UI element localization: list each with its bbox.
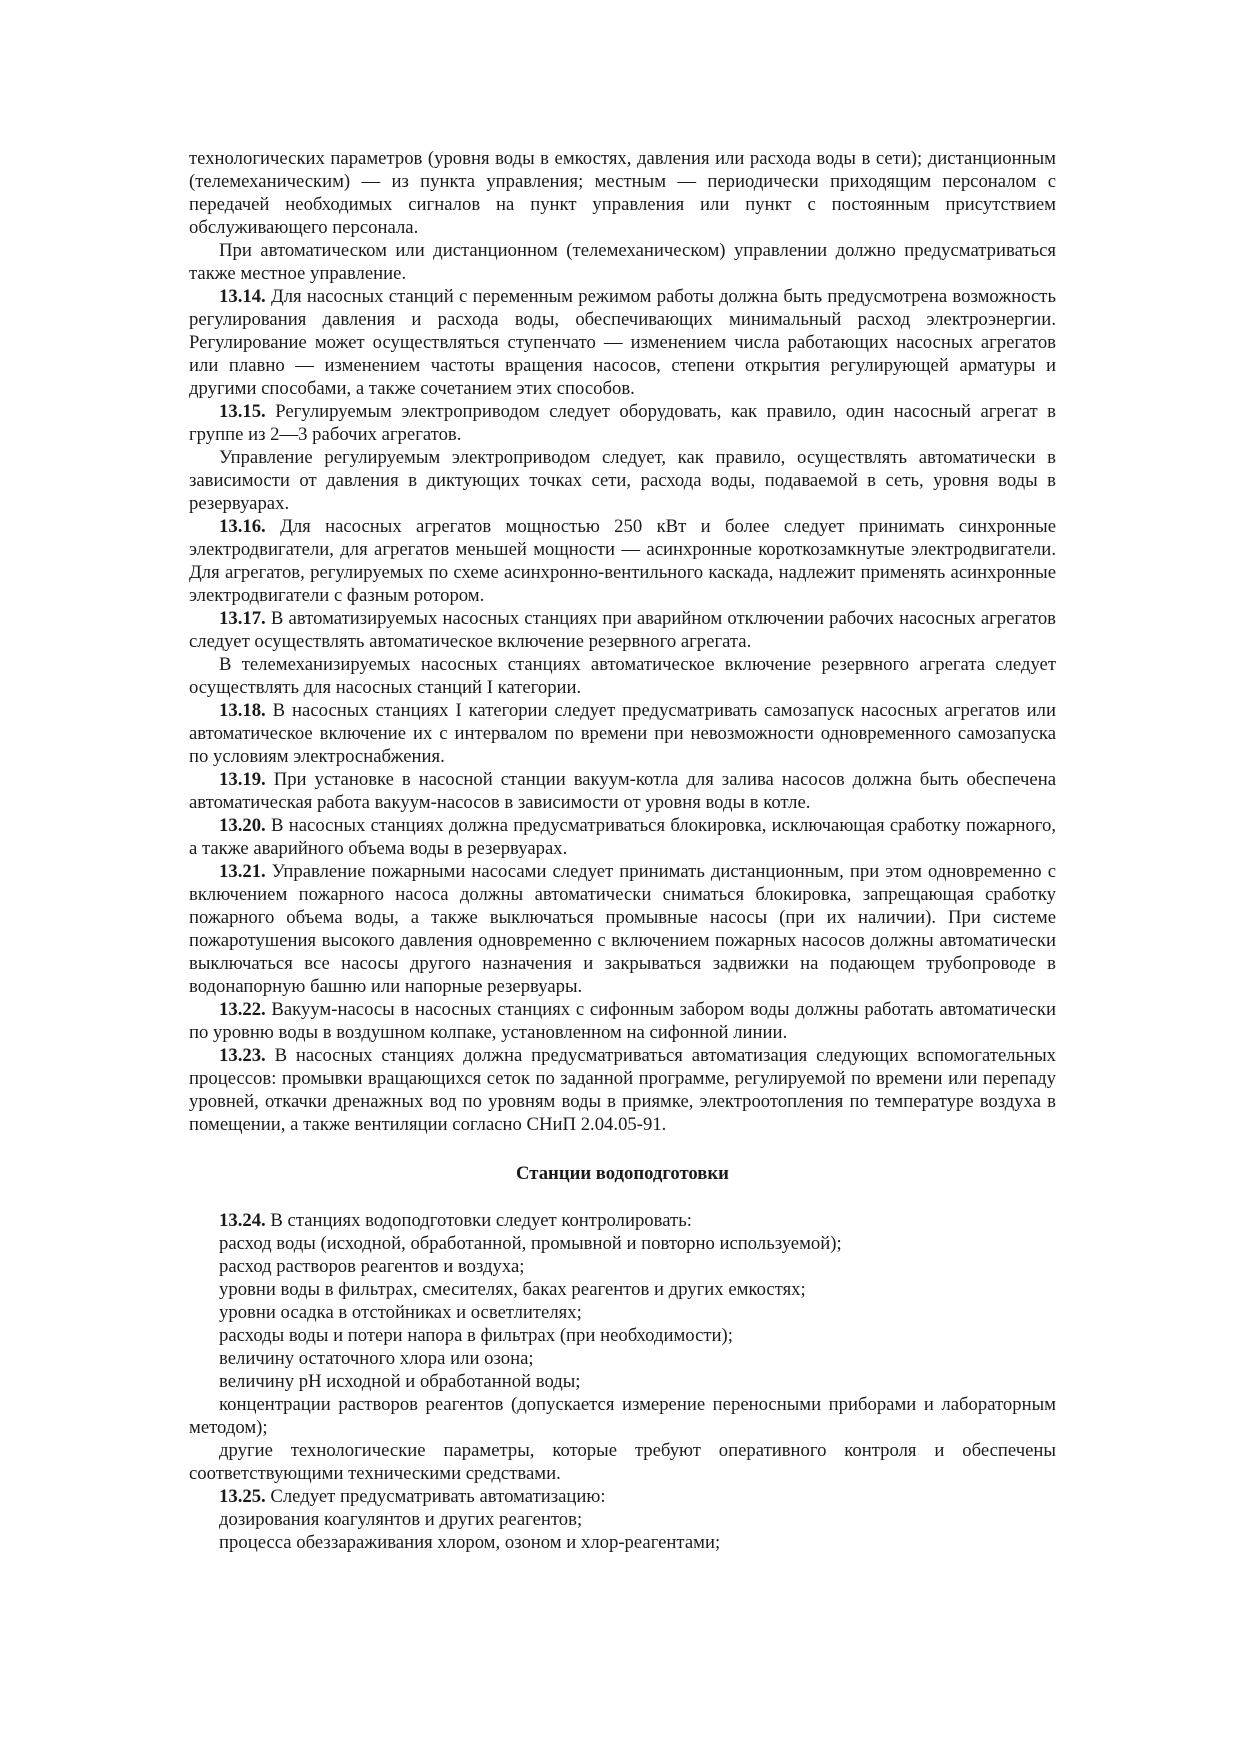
clause-13-21 [189, 860, 1056, 998]
paragraph-text: В насосных станциях I категории следует предусматривать самозапуск насосных агрегатов или автоматическое включение их с интервалом по времени при невозможности одновременного самозапуска по условиям электроснабжения. [189, 700, 1056, 767]
clause-number: 13.24. [219, 1210, 266, 1231]
list-item-text: уровни осадка в отстойниках и осветлителях; [219, 1302, 582, 1323]
clause-number: 13.18. [219, 700, 266, 721]
list-item-text: расход воды (исходной, обработанной, промывной и повторно используемой); [219, 1233, 842, 1254]
paragraph [189, 446, 1056, 515]
clause-13-15 [189, 400, 1056, 446]
list-item-text: процесса обеззараживания хлором, озоном и хлор-реагентами; [219, 1532, 721, 1553]
clause-13-24 [189, 1209, 1056, 1232]
clause-number: 13.14. [219, 286, 266, 307]
clause-number: 13.15. [219, 401, 266, 422]
clause-number: 13.23. [219, 1045, 266, 1066]
paragraph-text: В насосных станциях должна предусматриваться блокировка, исключающая сработку пожарного, а также аварийного объема воды в резервуарах. [189, 815, 1056, 859]
clause-13-25 [189, 1485, 1056, 1508]
list-item [189, 1232, 1056, 1255]
clause-13-16 [189, 515, 1056, 607]
list-item-text: расходы воды и потери напора в фильтрах (при необходимости); [219, 1325, 733, 1346]
paragraph-text: Для насосных станций с переменным режимом работы должна быть предусмотрена возможность регулирования давления и расхода воды, обеспечивающих минимальный расход электроэнергии. Регулирование может осуществляться ступенчато — изменением числа работающих насосных агрегатов или плавно — изменением частоты вращения насосов, степени открытия регулирующей арматуры и другими способами, а также сочетанием этих способов. [189, 286, 1056, 399]
paragraph [189, 653, 1056, 699]
list-item-text: расход растворов реагентов и воздуха; [219, 1256, 525, 1277]
list-item [189, 1508, 1056, 1531]
paragraph [189, 147, 1056, 239]
clause-number: 13.20. [219, 815, 266, 836]
list-item [189, 1301, 1056, 1324]
list-item-text: величину остаточного хлора или озона; [219, 1348, 534, 1369]
list-item [189, 1347, 1056, 1370]
paragraph-text: Вакуум-насосы в насосных станциях с сифонным забором воды должны работать автоматически по уровню воды в воздушном колпаке, установленном на сифонной линии. [189, 999, 1056, 1043]
list-item [189, 1370, 1056, 1393]
clause-13-14 [189, 285, 1056, 400]
paragraph-text: Управление регулируемым электроприводом следует, как правило, осуществлять автоматически в зависимости от давления в диктующих точках сети, расхода воды, подаваемой в сеть, уровня воды в резервуарах. [189, 447, 1056, 514]
paragraph-text: технологических параметров (уровня воды в емкостях, давления или расхода воды в сети); дистанционным (телемеханическим) — из пункта управления; местным — периодически приходящим персоналом с передачей необходимых сигналов на пункт управления или пункт с постоянным присутствием обслуживающего персонала. [189, 148, 1056, 238]
clause-13-17 [189, 607, 1056, 653]
list-item [189, 1255, 1056, 1278]
list-item-text: уровни воды в фильтрах, смесителях, баках реагентов и других емкостях; [219, 1279, 806, 1300]
list-item-text: дозирования коагулянтов и других реагентов; [219, 1509, 583, 1530]
clause-number: 13.19. [219, 769, 266, 790]
paragraph-text: В станциях водоподготовки следует контролировать: [265, 1210, 692, 1231]
clause-13-18 [189, 699, 1056, 768]
paragraph-text: При установке в насосной станции вакуум-котла для залива насосов должна быть обеспечена автоматическая работа вакуум-насосов в зависимости от уровня воды в котле. [189, 769, 1056, 813]
paragraph-text: При автоматическом или дистанционном (телемеханическом) управлении должно предусматриваться также местное управление. [189, 240, 1056, 284]
list-item [189, 1324, 1056, 1347]
paragraph-text: В автоматизируемых насосных станциях при аварийном отключении рабочих насосных агрегатов следует осуществлять автоматическое включение резервного агрегата. [189, 608, 1056, 652]
list-item-text: другие технологические параметры, которые требуют оперативного контроля и обеспечены соответствующими техническими средствами. [189, 1440, 1056, 1484]
paragraph-text: Следует предусматривать автоматизацию: [265, 1486, 606, 1507]
clause-number: 13.16. [219, 516, 266, 537]
list-item-text: концентрации растворов реагентов (допускается измерение переносными приборами и лабораторным методом); [189, 1394, 1056, 1438]
document-page [189, 147, 1056, 1554]
paragraph [189, 239, 1056, 285]
section-heading: Станции водоподготовки [516, 1163, 729, 1184]
clause-13-19 [189, 768, 1056, 814]
clause-number: 13.21. [219, 861, 266, 882]
clause-13-23 [189, 1044, 1056, 1136]
paragraph-text: Для насосных агрегатов мощностью 250 кВт и более следует принимать синхронные электродвигатели, для агрегатов меньшей мощности — асинхронные короткозамкнутые электродвигатели. Для агрегатов, регулируемых по схеме асинхронно-вентильного каскада, надлежит применять асинхронные электродвигатели с фазным ротором. [189, 516, 1056, 606]
list-item [189, 1278, 1056, 1301]
paragraph-text: Управление пожарными насосами следует принимать дистанционным, при этом одновременно с включением пожарного насоса должны автоматически сниматься блокировка, запрещающая сработку пожарного объема воды, а также выключаться промывные насосы (при их наличии). При системе пожаротушения высокого давления одновременно с включением пожарных насосов должны автоматически выключаться все насосы другого назначения и закрываться задвижки на подающем трубопроводе в водонапорную башню или напорные резервуары. [189, 861, 1056, 997]
paragraph-text: В насосных станциях должна предусматриваться автоматизация следующих вспомогательных процессов: промывки вращающихся сеток по заданной программе, регулируемой по времени или перепаду уровней, откачки дренажных вод по уровням воды в приямке, электроотопления по температуре воздуха в помещении, а также вентиляции согласно СНиП 2.04.05-91. [189, 1045, 1056, 1135]
paragraph-text: В телемеханизируемых насосных станциях автоматическое включение резервного агрегата следует осуществлять для насосных станций I категории. [189, 654, 1056, 698]
clause-number: 13.25. [219, 1486, 266, 1507]
list-item [189, 1439, 1056, 1485]
clause-13-22 [189, 998, 1056, 1044]
clause-number: 13.17. [219, 608, 266, 629]
paragraph-text: Регулируемым электроприводом следует оборудовать, как правило, один насосный агрегат в группе из 2—3 рабочих агрегатов. [189, 401, 1056, 445]
list-item [189, 1393, 1056, 1439]
list-item [189, 1531, 1056, 1554]
clause-13-20 [189, 814, 1056, 860]
clause-number: 13.22. [219, 999, 266, 1020]
list-item-text: величину pH исходной и обработанной воды; [219, 1371, 581, 1392]
